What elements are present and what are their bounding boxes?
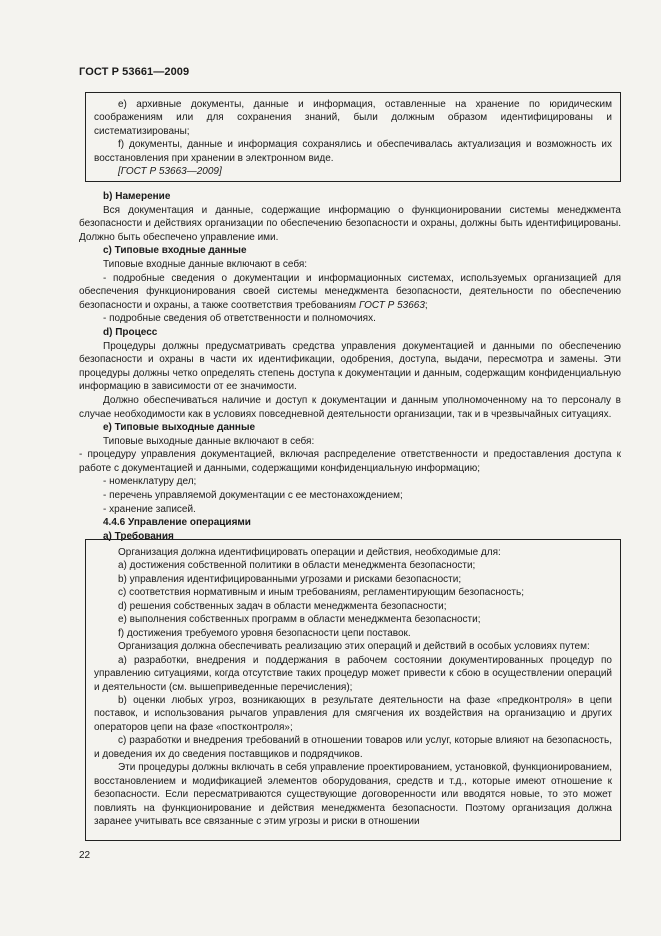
process-paragraph-1: Процедуры должны предусматривать средства управления документацией и данными по обеспечению безопасности и охраны в части их идентификации, одобрения, доступа, выдачи, пересмотра и замены. Эти процедуры должны четко определять степень доступа к документации и данным, содержащим конфиденциальную информацию в зависимости от ее значимости. bbox=[79, 340, 621, 393]
outputs-intro: Типовые выходные данные включают в себя: bbox=[103, 435, 315, 447]
heading-operations-control: 4.4.6 Управление операциями bbox=[103, 517, 251, 529]
outputs-item-2: - номенклатуру дел; bbox=[103, 476, 197, 488]
box1-item-e: e) архивные документы, данные и информация, оставленные на хранение по юридическим соображениям или для сохранения знаний, были должным образом идентифицированы и систематизированы; bbox=[94, 99, 612, 137]
box2-intro: Организация должна идентифицировать операции и действия, необходимые для: bbox=[118, 547, 501, 558]
outputs-item-1: - процедуру управления документацией, включая распределение ответственности и предоставления доступа к работе с документацией и данными, содержащими конфиденциальную информацию; bbox=[79, 449, 621, 474]
requirements-box bbox=[85, 539, 621, 841]
box2-item-b: b) управления идентифицированными угрозами и рисками безопасности; bbox=[118, 573, 462, 585]
inputs-intro: Типовые входные данные включают в себя: bbox=[103, 258, 308, 270]
outputs-item-3: - перечень управляемой документации с ее местонахождением; bbox=[103, 490, 403, 502]
box2-item-a: a) достижения собственной политики в области менеджмента безопасности; bbox=[118, 560, 476, 572]
inputs-item-1-text: - подробные сведения о документации и информационных системах, используемых организацией для обеспечения функционирования своей системы менеджмента безопасности, деятельности по обеспечению безопасности и охраны, а также соответствия требованиям bbox=[79, 272, 621, 311]
document-header: ГОСТ Р 53661—2009 bbox=[79, 66, 190, 78]
inputs-item-1-ref: ГОСТ Р 53663 bbox=[358, 299, 425, 311]
intent-text: Вся документация и данные, содержащие информацию о функционировании системы менеджмента безопасности и действиях организации по обеспечению безопасности и охраны, должны быть идентифицированы. Должно быть обеспечено управление ими. bbox=[79, 204, 621, 243]
box2-item-c: c) соответствия нормативным и иным требованиям, регламентирующим безопасность; bbox=[118, 587, 524, 599]
heading-requirements: a) Требования bbox=[103, 530, 174, 542]
box1-reference: [ГОСТ Р 53663—2009] bbox=[118, 166, 222, 178]
box2-item-f: f) достижения требуемого уровня безопасности цепи поставок. bbox=[118, 627, 411, 639]
inputs-item-1-end: ; bbox=[424, 299, 428, 311]
outputs-item-4: - хранение записей. bbox=[103, 503, 196, 515]
main-text bbox=[79, 190, 621, 543]
box2-paragraph-2: Организация должна обеспечивать реализацию этих операций и действий в особых условиях путем: bbox=[118, 641, 590, 653]
box2-item-e: e) выполнения собственных программ в области менеджмента безопасности; bbox=[118, 614, 481, 626]
inputs-item-1 bbox=[79, 272, 621, 313]
heading-typical-inputs: c) Типовые входные данные bbox=[103, 245, 247, 257]
box2-sub-item-c: c) разработки и внедрения требований в отношении товаров или услуг, которые влияют на безопасность, и доведения их до сведения поставщиков и подрядчиков. bbox=[94, 735, 612, 760]
page-number: 22 bbox=[79, 850, 91, 861]
process-paragraph-2: Должно обеспечиваться наличие и доступ к документации и данным уполномоченному на то персоналу в случае необходимости как в условиях повседневной деятельности организации, так и в чрезвычайных ситуациях. bbox=[79, 394, 621, 420]
box2-sub-item-a: a) разработки, внедрения и поддержания в рабочем состоянии документированных процедур по управлению ситуациями, когда отсутствие таких процедур может привести к сбою в осуществлении операций и деятельности (см. вышеприведенные перечисления); bbox=[94, 654, 612, 693]
box2-sub-item-b: b) оценки любых угроз, возникающих в результате деятельности на фазе «предконтроля» в цепи поставок, и использования рычагов управления для смягчения их воздействия на организацию и других операторов цепи на фазе «постконтроля»; bbox=[94, 694, 612, 733]
box2-paragraph-3: Эти процедуры должны включать в себя управление проектированием, установкой, функционированием, восстановлением и модификацией элементов оборудования, средств и т.д., которые имеют отношение к безопасности. Если пересматриваются существующие договоренности или вводятся новые, то это может повлиять на функционирование и действия менеджмента безопасности. Поэтому организация должна заранее учитывать все связанные с этим угрозы и риски в отношении bbox=[94, 762, 612, 828]
inputs-item-2: - подробные сведения об ответственности и полномочиях. bbox=[103, 313, 376, 325]
quoted-requirements-box bbox=[85, 92, 621, 182]
box2-item-d: d) решения собственных задач в области менеджмента безопасности; bbox=[118, 600, 447, 612]
heading-process: d) Процесс bbox=[103, 326, 158, 338]
heading-typical-outputs: e) Типовые выходные данные bbox=[103, 422, 256, 434]
box1-item-f: f) документы, данные и информация сохранялись и обеспечивалась актуализация и возможность их восстановления при хранении в электронном виде. bbox=[94, 139, 612, 164]
heading-intent: b) Намерение bbox=[103, 191, 171, 202]
